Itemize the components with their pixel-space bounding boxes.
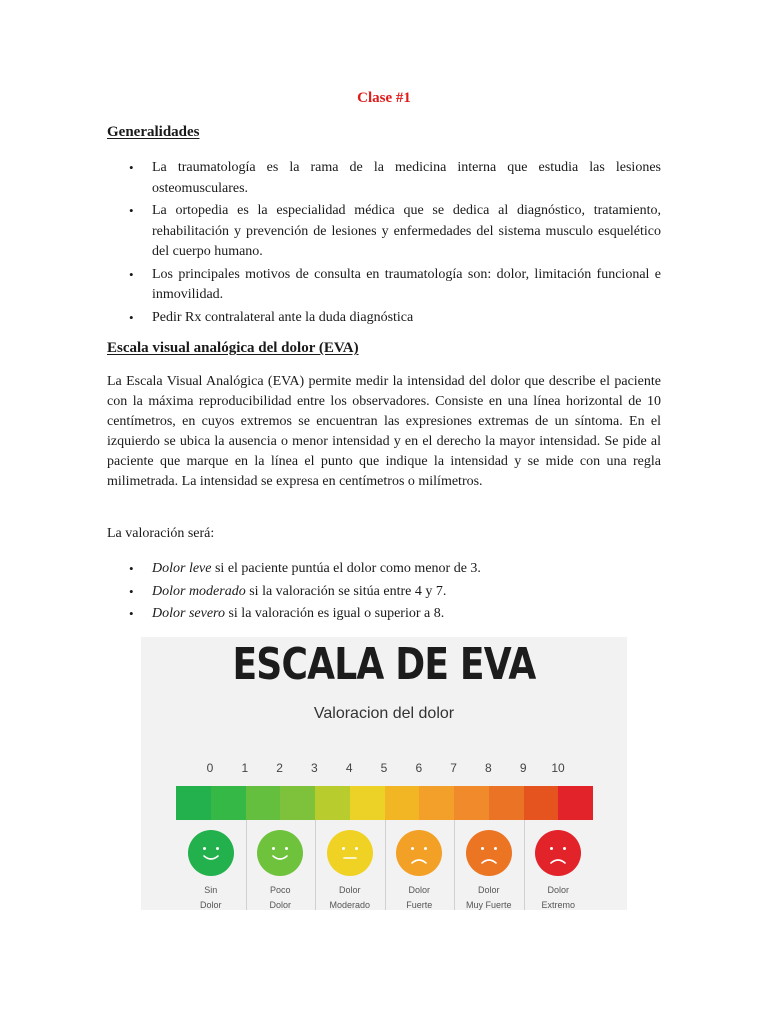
face-mouth	[271, 854, 289, 862]
list-item-text: La traumatología es la rama de la medicina interna que estudia las lesiones osteomusculares.	[152, 160, 661, 196]
face-label-line2: Fuerte	[406, 900, 433, 910]
face-flat-icon	[327, 830, 373, 876]
face-label-line1: Poco	[269, 885, 291, 895]
face-smile-icon	[188, 830, 234, 876]
figure-title: ESCALA DE EVA	[232, 639, 536, 690]
scale-bar-segment	[489, 786, 524, 820]
face-label	[379, 883, 459, 910]
scale-bar-segment	[280, 786, 315, 820]
face-mouth	[549, 856, 567, 864]
scale-tick-label: 0	[206, 761, 214, 775]
scale-bar-segment	[211, 786, 246, 820]
scale-bar-segment	[315, 786, 350, 820]
face-frown-icon	[535, 830, 581, 876]
face-label	[310, 883, 390, 910]
list-item	[107, 201, 661, 263]
face-label	[449, 883, 529, 910]
face-label	[171, 883, 251, 910]
face-mouth	[341, 854, 359, 862]
generalidades-list	[107, 158, 661, 328]
face-eye	[342, 847, 345, 850]
face-eye	[285, 847, 288, 850]
face-frown-icon	[396, 830, 442, 876]
bullet-icon: •	[129, 561, 134, 576]
list-item	[107, 582, 661, 603]
list-item-text: La ortopedia es la especialidad médica que se dedica al diagnóstico, tratamiento, rehabilitación y prevención de lesiones y enfermedades del sistema musculo esquelético del cuerpo humano.	[152, 203, 661, 259]
face-eye	[563, 847, 566, 850]
scale-tick-label: 3	[311, 761, 318, 775]
list-item	[107, 559, 661, 580]
color-scale-bar	[176, 786, 593, 820]
face-label-line2: Dolor	[199, 900, 222, 910]
bullet-icon: •	[129, 606, 134, 621]
face-eye	[272, 847, 275, 850]
scale-tick-label: 1	[241, 761, 249, 775]
scale-bar-segment	[524, 786, 559, 820]
scale-bar-segment	[176, 786, 211, 820]
face-label-line1: Dolor	[547, 885, 569, 895]
eva-description: La Escala Visual Analógica (EVA) permite medir la intensidad del dolor que describe el paciente con la máxima reproducibilidad entre los observadores. Consiste en una línea horizontal de 10 centímetros, en cuyos extremos se encuentran las expresiones extremas de un síntoma. En el izquierdo se ubica la ausencia o menor intensidad y en el derecho la mayor intensidad. Se pide al paciente que marque en la línea el punto que indique la intensidad y se mide con una regla milimetrada. La intensidad se expresa en centímetros o milímetros.	[107, 374, 661, 489]
face-label-line2: Dolor	[269, 900, 291, 910]
heading-eva: Escala visual analógica del dolor (EVA)	[107, 340, 359, 356]
face-eye	[424, 847, 427, 850]
bullet-icon: •	[129, 309, 134, 325]
scale-tick-label: 9	[519, 761, 527, 775]
face-label-line1: Dolor	[408, 885, 430, 895]
scale-bar-segment	[350, 786, 385, 820]
scale-bar-segment	[454, 786, 489, 820]
face-label-line1: Dolor	[338, 885, 361, 895]
valoracion-intro: La valoración será:	[107, 526, 215, 541]
face-eye	[550, 847, 553, 850]
scale-tick-label: 5	[380, 761, 388, 775]
bullet-icon: •	[129, 583, 134, 599]
face-label-line2: Muy Fuerte	[465, 900, 512, 910]
face-smile-icon	[257, 830, 303, 876]
scale-bar-segment	[246, 786, 281, 820]
face-eye	[411, 847, 414, 850]
bullet-icon: •	[129, 203, 134, 218]
face-label	[240, 883, 320, 910]
bullet-icon: •	[129, 266, 134, 282]
level-text: si la valoración es igual o superior a 8.	[224, 606, 445, 621]
level-term: Dolor moderado	[152, 583, 246, 599]
face-label-line2: Moderado	[329, 900, 371, 910]
level-text: si la valoración se sitúa entre 4 y 7.	[245, 583, 447, 599]
list-item-text: Pedir Rx contralateral ante la duda diagnóstica	[152, 309, 414, 325]
scale-tick-label: 10	[551, 761, 565, 775]
face-eye	[216, 847, 219, 850]
valoracion-list	[107, 559, 661, 625]
face-label-line1: Sin	[204, 885, 218, 895]
face-frown-icon	[466, 830, 512, 876]
list-item-text: Los principales motivos de consulta en traumatología son: dolor, limitación funcional e inmovilidad.	[152, 266, 661, 302]
face-eye	[203, 847, 206, 850]
face-eye	[494, 847, 497, 850]
face-mouth	[410, 856, 428, 864]
level-term: Dolor leve	[152, 561, 212, 576]
scale-tick-label: 7	[450, 761, 457, 775]
face-label-line1: Dolor	[477, 885, 500, 895]
list-item	[107, 308, 661, 329]
scale-tick-label: 4	[345, 761, 353, 775]
scale-tick-label: 2	[276, 761, 283, 775]
document-title: Clase #1	[357, 90, 411, 106]
scale-tick-label: 8	[485, 761, 492, 775]
face-eye	[355, 847, 358, 850]
face-label-line2: Extremo	[541, 900, 575, 910]
level-term: Dolor severo	[152, 606, 225, 621]
scale-bar-segment	[558, 786, 593, 820]
eva-scale-figure	[141, 637, 627, 910]
level-text: si el paciente puntúa el dolor como menor de 3.	[211, 561, 481, 576]
list-item	[107, 265, 661, 306]
scale-ticks	[141, 761, 627, 781]
figure-subtitle: Valoracion del dolor	[313, 705, 455, 722]
face-label	[518, 883, 598, 910]
scale-bar-segment	[385, 786, 420, 820]
list-item	[107, 604, 661, 625]
face-eye	[481, 847, 484, 850]
face-mouth	[202, 854, 220, 862]
bullet-icon: •	[129, 160, 134, 175]
scale-tick-label: 6	[415, 761, 423, 775]
heading-generalidades: Generalidades	[107, 124, 200, 140]
list-item	[107, 158, 661, 199]
face-mouth	[480, 856, 498, 864]
scale-bar-segment	[419, 786, 454, 820]
